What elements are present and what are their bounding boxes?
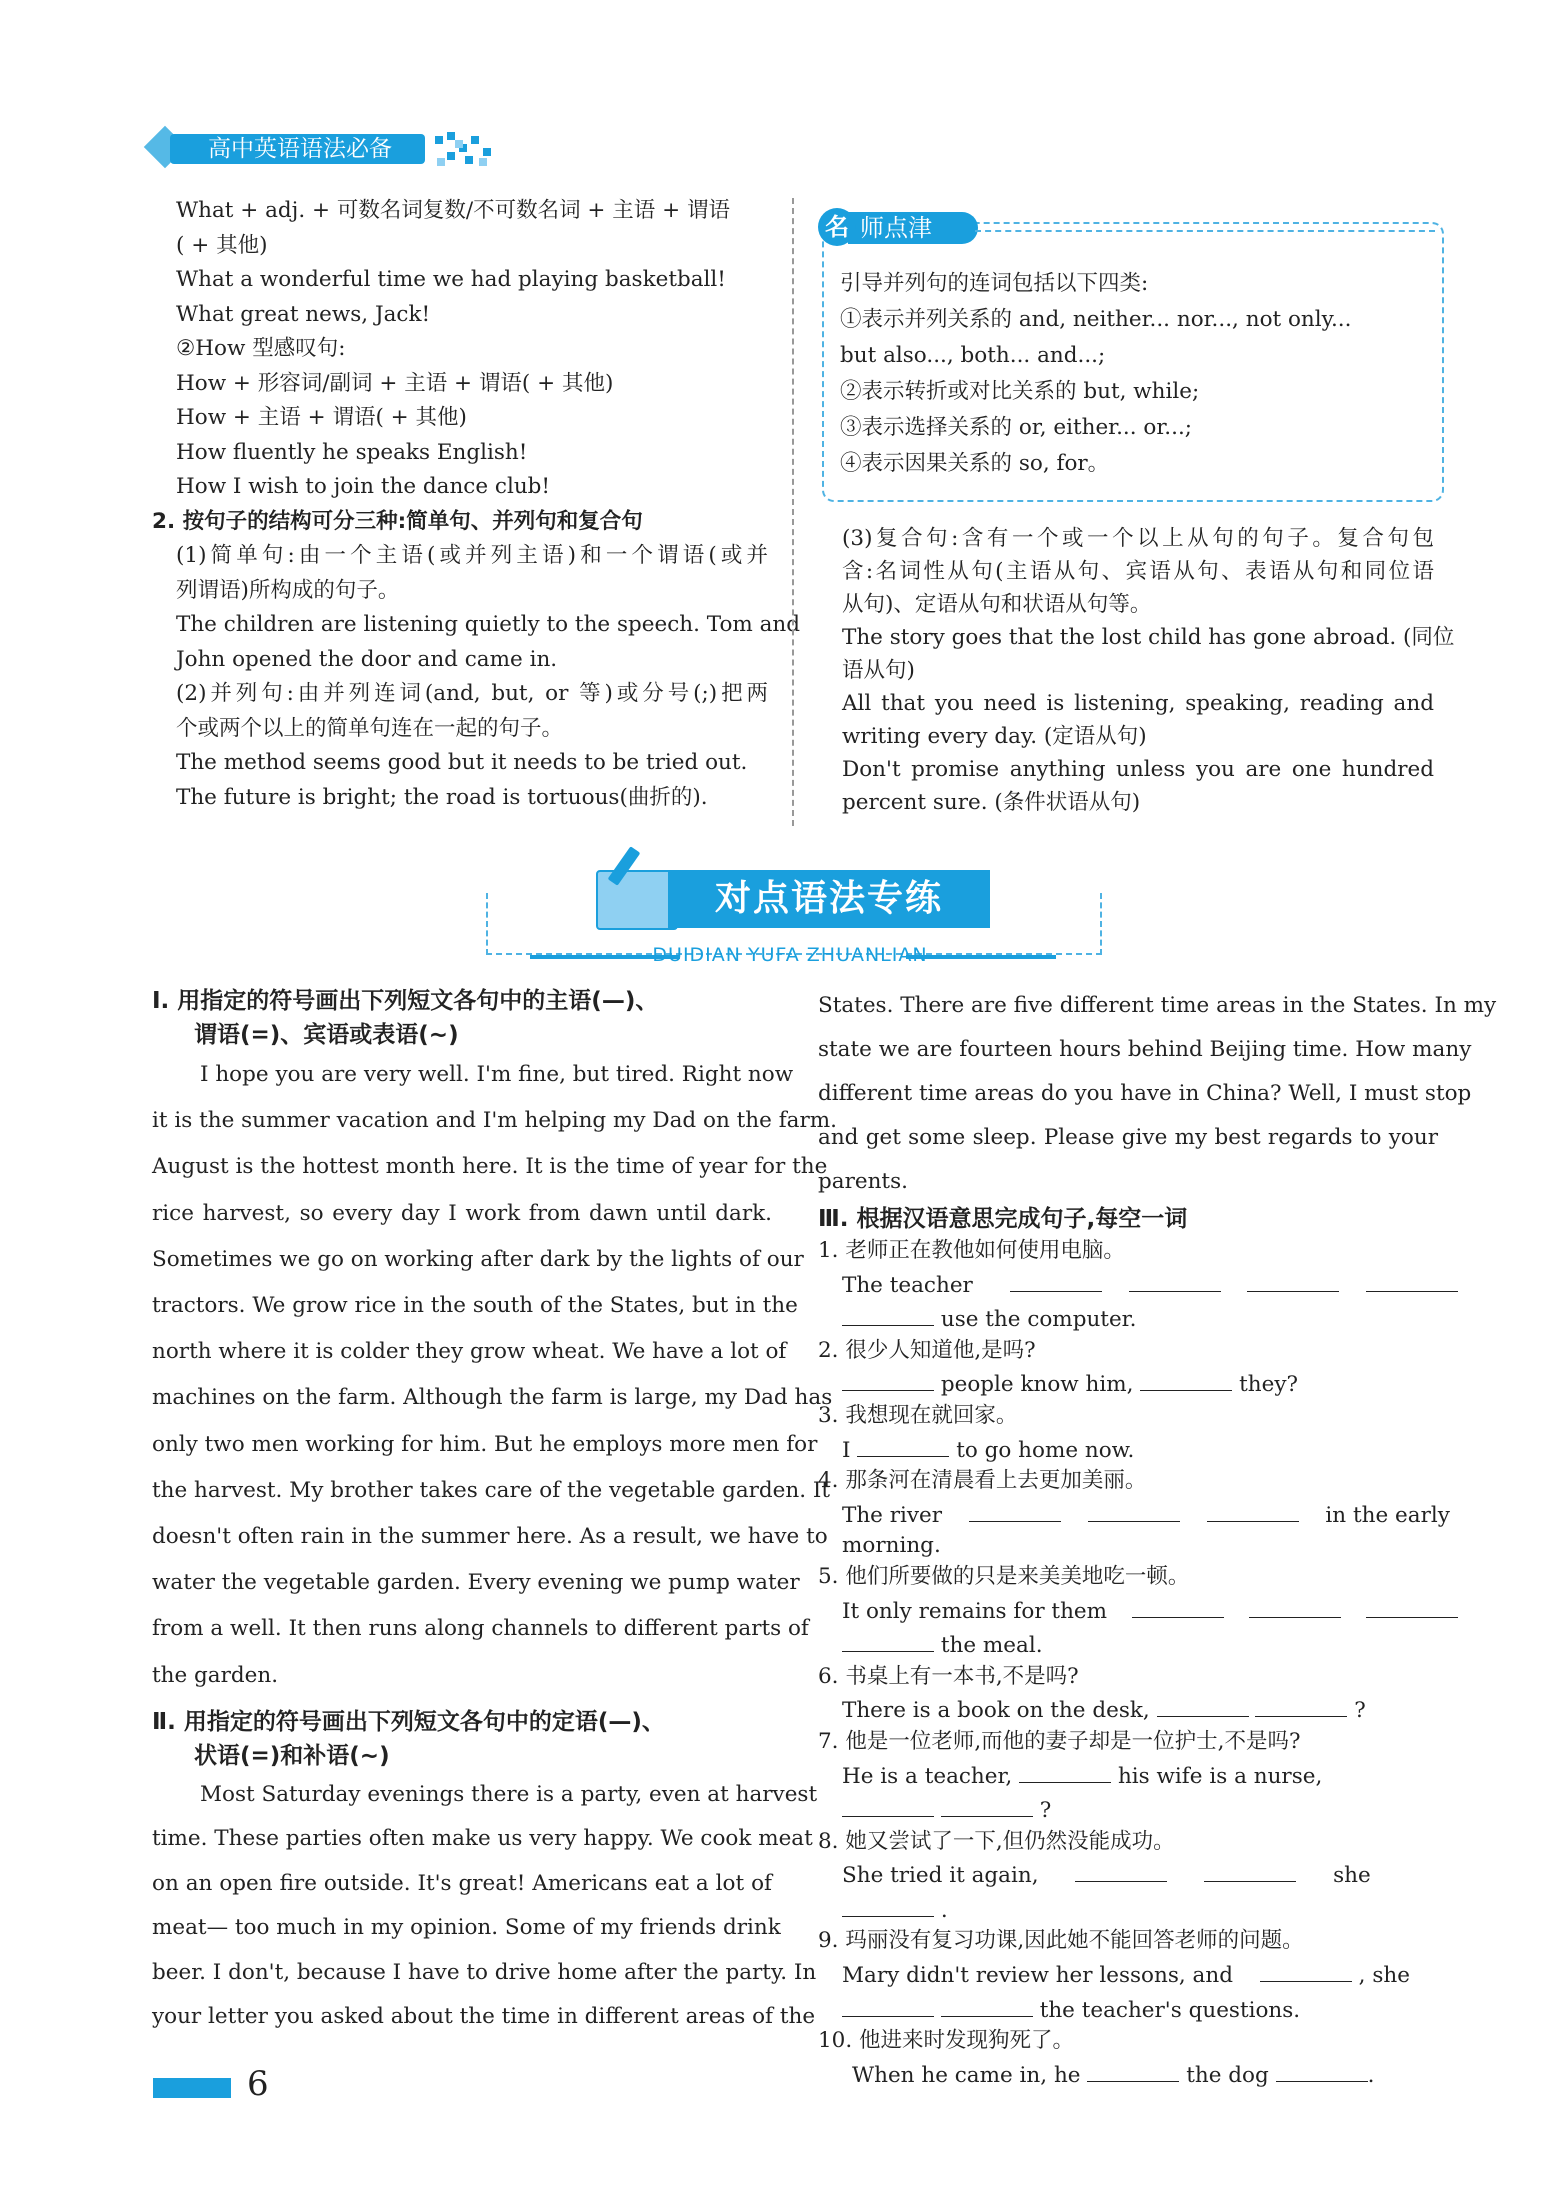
- question-cn: 10. 他进来时发现狗死了。: [818, 2028, 1075, 2054]
- text-line: 含:名词性从句(主语从句、宾语从句、表语从句和同位语: [842, 559, 1434, 584]
- tip-line: ①表示并列关系的 and, neither... nor..., not only...: [840, 307, 1352, 332]
- text-line: The method seems good but it needs to be tried out.: [176, 750, 748, 775]
- answer-text: his wife is a nurse,: [1117, 1763, 1323, 1789]
- answer-blank[interactable]: [842, 1627, 934, 1652]
- passage-line: only two men working for him. But he employs more men for: [152, 1431, 818, 1457]
- text-line: 从句)、定语从句和状语从句等。: [842, 592, 1152, 617]
- answer-blank[interactable]: [1207, 1497, 1299, 1522]
- column-divider: [792, 198, 794, 826]
- text-line: percent sure. (条件状语从句): [842, 790, 1141, 815]
- answer-line: [818, 1627, 1440, 1662]
- text-line: How + 主语 + 谓语( + 其他): [176, 405, 467, 430]
- answer-blank[interactable]: [1132, 1593, 1224, 1618]
- tip-content: [840, 266, 1420, 482]
- answer-line: [818, 1267, 1440, 1302]
- question-cn: 1. 老师正在教他如何使用电脑。: [818, 1238, 1125, 1263]
- passage-line: different time areas do you have in China? Well, I must stop: [818, 1081, 1472, 1106]
- header-title: 高中英语语法必备: [208, 136, 392, 162]
- answer-text: use the computer.: [940, 1307, 1137, 1333]
- answer-line: [818, 1957, 1440, 1992]
- passage-line: meat— too much in my opinion. Some of my friends drink: [152, 1915, 781, 1941]
- structure-heading: 2. 按句子的结构可分三种:简单句、并列句和复合句: [152, 508, 643, 534]
- text-line: How + 形容词/副词 + 主语 + 谓语( + 其他): [176, 370, 614, 396]
- answer-text: The river: [842, 1502, 943, 1528]
- text-line: (2)并列句:由并列连词(and, but, or 等)或分号(;)把两: [176, 681, 768, 706]
- tip-dash-line: [975, 230, 1435, 232]
- answer-blank[interactable]: [842, 1792, 934, 1817]
- exercise3: [818, 1202, 1450, 2091]
- question-cn: 5. 他们所要做的只是来美美地吃一顿。: [818, 1563, 1190, 1589]
- answer-blank[interactable]: [1087, 2057, 1179, 2082]
- passage-line: on an open fire outside. It's great! Americans eat a lot of: [152, 1870, 772, 1896]
- tip-badge: 名: [818, 208, 856, 246]
- answer-text: , she: [1358, 1963, 1410, 1989]
- answer-blank[interactable]: [1366, 1267, 1458, 1292]
- exercise3-heading: Ⅲ. 根据汉语意思完成句子,每空一词: [818, 1206, 1188, 1232]
- answer-line: [818, 1692, 1440, 1727]
- answer-text: in the early: [1325, 1502, 1450, 1528]
- answer-line: [818, 1758, 1440, 1793]
- text-line: What + adj. + 可数名词复数/不可数名词 + 主语 + 谓语: [176, 198, 730, 223]
- section-subtitle: DUIDIAN YUFA ZHUANLIAN: [652, 944, 928, 966]
- answer-text: morning.: [842, 1533, 941, 1559]
- answer-blank[interactable]: [1260, 1957, 1352, 1982]
- answer-blank[interactable]: [842, 1301, 934, 1326]
- answer-blank[interactable]: [857, 1432, 949, 1457]
- answer-text: It only remains for them: [842, 1598, 1108, 1624]
- answer-text: Mary didn't review her lessons, and: [842, 1963, 1233, 1989]
- text-line: How I wish to join the dance club!: [176, 474, 551, 499]
- answer-text: the meal.: [940, 1633, 1043, 1659]
- answer-line: [818, 1366, 1440, 1401]
- answer-blank[interactable]: [1157, 1692, 1249, 1717]
- passage-line: state we are fourteen hours behind Beijing time. How many: [818, 1037, 1472, 1062]
- exercise2-heading: Ⅱ. 用指定的符号画出下列短文各句中的定语(—)、: [152, 1708, 665, 1735]
- answer-text: she: [1333, 1863, 1371, 1889]
- answer-text: He is a teacher,: [842, 1763, 1013, 1789]
- answer-blank[interactable]: [842, 1992, 934, 2017]
- passage-line: and get some sleep. Please give my best regards to your: [818, 1125, 1438, 1150]
- text-line: (1)简单句:由一个主语(或并列主语)和一个谓语(或并: [176, 543, 768, 568]
- answer-blank[interactable]: [1276, 2057, 1368, 2082]
- answer-text: people know him,: [940, 1372, 1134, 1398]
- tip-line: ③表示选择关系的 or, either... or...;: [840, 415, 1193, 440]
- passage-line: States. There are five different time areas in the States. In my: [818, 993, 1497, 1018]
- answer-text: When he came in, he: [852, 2062, 1081, 2088]
- answer-line: [818, 1857, 1440, 1892]
- text-line: (3)复合句:含有一个或一个以上从句的句子。复合句包: [842, 526, 1434, 551]
- question-cn: 4. 那条河在清晨看上去更加美丽。: [818, 1468, 1147, 1494]
- answer-blank[interactable]: [969, 1497, 1061, 1522]
- answer-text: I: [842, 1437, 851, 1463]
- passage-line: machines on the farm. Although the farm is large, my Dad has: [152, 1385, 833, 1411]
- answer-blank[interactable]: [842, 1892, 934, 1917]
- tip-line: ④表示因果关系的 so, for。: [840, 451, 1110, 476]
- text-line: What a wonderful time we had playing basketball!: [176, 267, 726, 292]
- chapter-header: [150, 128, 495, 172]
- text-line: 列谓语)所构成的句子。: [176, 577, 400, 603]
- tip-label: 师点津: [848, 212, 978, 244]
- answer-blank[interactable]: [1247, 1267, 1339, 1292]
- answer-blank[interactable]: [1010, 1267, 1102, 1292]
- answer-blank[interactable]: [1204, 1857, 1296, 1882]
- answer-blank[interactable]: [1255, 1692, 1347, 1717]
- text-line: John opened the door and came in.: [176, 646, 558, 672]
- answer-text: ?: [1039, 1798, 1052, 1824]
- passage-line: it is the summer vacation and I'm helping my Dad on the farm.: [152, 1108, 837, 1134]
- question-cn: 9. 玛丽没有复习功课,因此她不能回答老师的问题。: [818, 1928, 1304, 1954]
- answer-blank[interactable]: [941, 1792, 1033, 1817]
- answer-text: the dog: [1186, 2062, 1269, 2088]
- answer-line: [818, 1593, 1440, 1628]
- exercise2-passage: [152, 1773, 818, 2040]
- answer-blank[interactable]: [941, 1992, 1033, 2017]
- text-line: The story goes that the lost child has gone abroad. (同位: [842, 625, 1455, 650]
- passage-line: north where it is colder they grow wheat. We have a lot of: [152, 1339, 787, 1365]
- exercise-left-column: [152, 984, 837, 2040]
- passage-line: August is the hottest month here. It is the time of year for the: [152, 1154, 828, 1180]
- text-line: ②How 型感叹句:: [176, 336, 346, 361]
- page-number: 6: [247, 2064, 269, 2104]
- answer-text: .: [1367, 2062, 1375, 2088]
- exercise1-heading: 谓语(=)、宾语或表语(~): [194, 1022, 459, 1048]
- passage-line: water the vegetable garden. Every evening we pump water: [152, 1570, 800, 1596]
- passage-line: rice harvest, so every day I work from dawn until dark.: [152, 1200, 772, 1226]
- answer-line: [818, 1301, 1440, 1336]
- tip-line: 引导并列句的连词包括以下四类:: [840, 271, 1149, 296]
- passage-line: Sometimes we go on working after dark by the lights of our: [152, 1246, 804, 1272]
- answer-blank[interactable]: [842, 1366, 934, 1391]
- exercise1-heading: Ⅰ. 用指定的符号画出下列短文各句中的主语(—)、: [152, 988, 659, 1014]
- header-pixel-decoration: [435, 132, 493, 166]
- question-cn: 2. 很少人知道他,是吗?: [818, 1337, 1036, 1363]
- passage-line: from a well. It then runs along channels to different parts of: [152, 1616, 809, 1642]
- question-cn: 7. 他是一位老师,而他的妻子却是一位护士,不是吗?: [818, 1728, 1301, 1754]
- left-top-column: [152, 194, 801, 815]
- passage-line: time. These parties often make us very happy. We cook meat: [152, 1826, 813, 1852]
- answer-blank[interactable]: [1129, 1267, 1221, 1292]
- answer-line: [818, 1432, 1440, 1467]
- passage-line: I hope you are very well. I'm fine, but tired. Right now: [200, 1062, 794, 1087]
- answer-text: There is a book on the desk,: [842, 1698, 1150, 1724]
- answer-blank[interactable]: [1075, 1857, 1167, 1882]
- answer-line: [818, 1892, 1440, 1927]
- answer-blank[interactable]: [1088, 1497, 1180, 1522]
- right-top-column: [842, 522, 1455, 819]
- answer-text: The teacher: [842, 1272, 973, 1298]
- text-line: All that you need is listening, speaking, reading and: [842, 691, 1434, 716]
- answer-text: .: [940, 1897, 948, 1923]
- answer-blank[interactable]: [1140, 1366, 1232, 1391]
- answer-text: ?: [1354, 1698, 1366, 1724]
- question-cn: 6. 书桌上有一本书,不是吗?: [818, 1663, 1079, 1689]
- passage-line: parents.: [818, 1169, 908, 1194]
- text-line: The future is bright; the road is tortuous(曲折的).: [176, 784, 708, 810]
- passage-line: tractors. We grow rice in the south of the States, but in the: [152, 1293, 798, 1319]
- answer-line: [818, 1497, 1450, 1532]
- text-line: What great news, Jack!: [176, 301, 431, 327]
- text-line: ( + 其他): [176, 232, 268, 258]
- answer-line: [818, 1792, 1440, 1827]
- passage-line: doesn't often rain in the summer here. As a result, we have to: [152, 1524, 828, 1550]
- exercise-right-column: [818, 984, 1497, 1204]
- passage-line: the garden.: [152, 1662, 279, 1688]
- answer-text: to go home now.: [956, 1437, 1135, 1463]
- exercise1-passage: [152, 1052, 837, 1699]
- exercise2-heading: 状语(=)和补语(~): [194, 1742, 390, 1769]
- passage-line: Most Saturday evenings there is a party, even at harvest: [200, 1781, 818, 1807]
- answer-blank[interactable]: [1019, 1758, 1111, 1783]
- text-line: Don't promise anything unless you are one hundred: [842, 757, 1434, 782]
- question-cn: 3. 我想现在就回家。: [818, 1402, 1018, 1428]
- answer-line: [818, 1992, 1440, 2027]
- tip-line: but also..., both... and...;: [840, 343, 1106, 368]
- text-line: 个或两个以上的简单句连在一起的句子。: [176, 715, 564, 741]
- answer-text: they?: [1239, 1372, 1299, 1398]
- passage-line: your letter you asked about the time in different areas of the: [152, 2004, 816, 2030]
- answer-blank[interactable]: [1366, 1593, 1458, 1618]
- question-cn: 8. 她又尝试了一下,但仍然没能成功。: [818, 1828, 1175, 1854]
- answer-text: the teacher's questions.: [1039, 1997, 1301, 2023]
- text-line: writing every day. (定语从句): [842, 724, 1147, 749]
- page-number-bar: [153, 2078, 231, 2098]
- text-line: 语从句): [842, 658, 915, 683]
- section-title: 对点语法专练: [714, 878, 943, 919]
- passage-line: beer. I don't, because I have to drive home after the party. In: [152, 1959, 817, 1985]
- answer-line: [818, 2057, 1440, 2092]
- text-line: How fluently he speaks English!: [176, 439, 528, 465]
- text-line: The children are listening quietly to the speech. Tom and: [176, 612, 801, 637]
- tip-line: ②表示转折或对比关系的 but, while;: [840, 379, 1200, 404]
- passage-line: the harvest. My brother takes care of the vegetable garden. It: [152, 1477, 831, 1503]
- answer-blank[interactable]: [1249, 1593, 1341, 1618]
- answer-text: She tried it again,: [842, 1863, 1039, 1889]
